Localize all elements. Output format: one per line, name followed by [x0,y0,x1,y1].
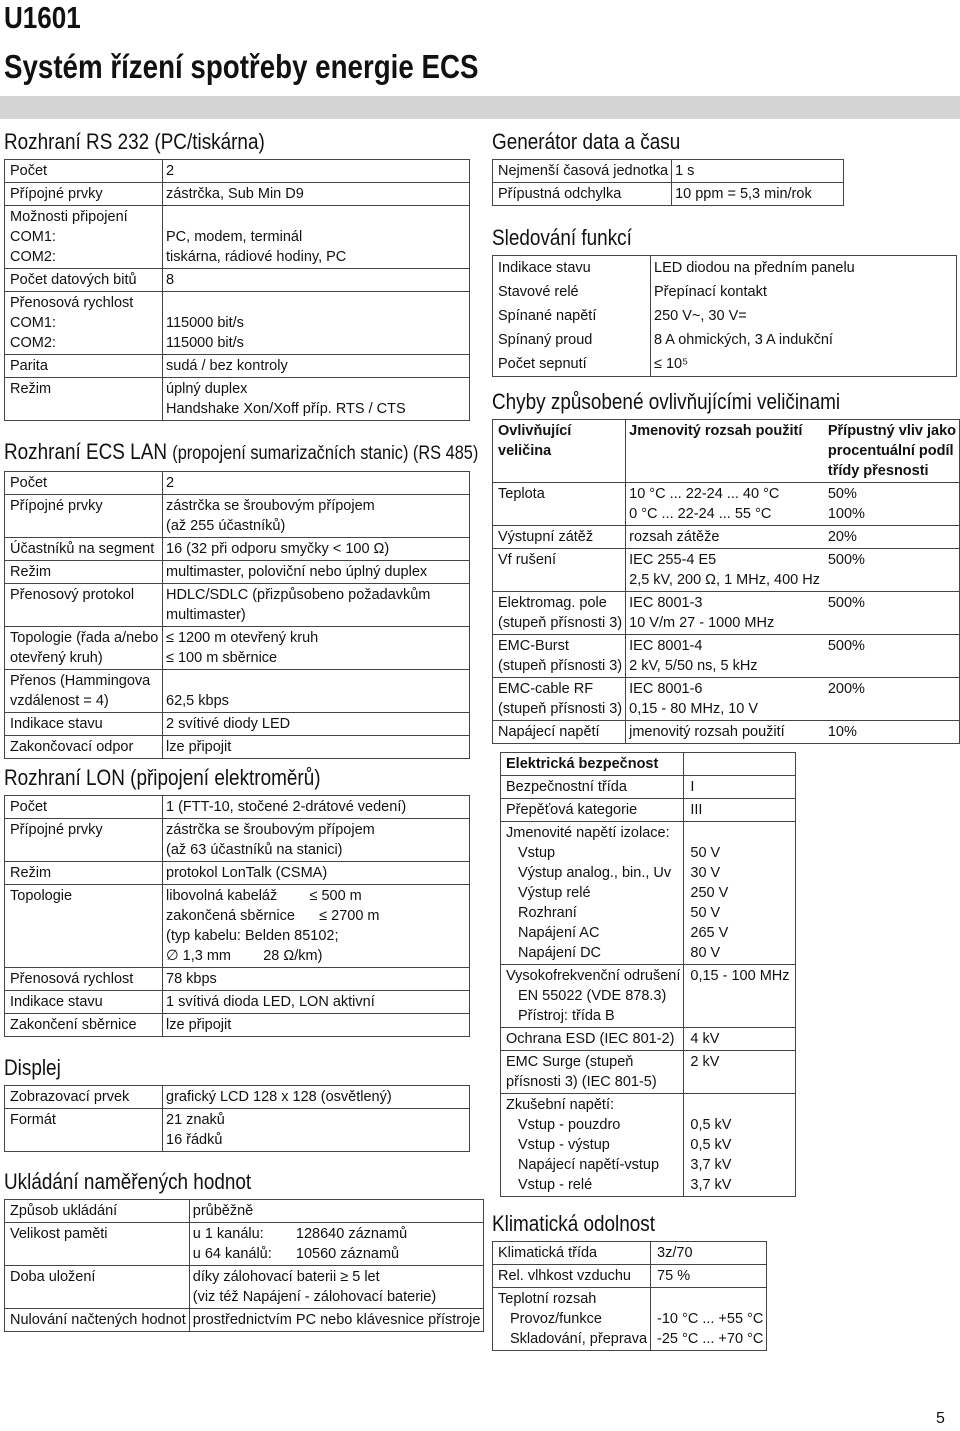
row-label: Přenos (Hammingova vzdálenost = 4) [5,670,163,713]
row-label: Bezpečnostní třída [501,776,684,799]
table-row [501,1094,796,1197]
table-row [493,304,957,328]
table-row [5,355,470,378]
table-row [5,1309,484,1332]
row-label: Spínaný proud [493,328,651,352]
row-label: Přenosová rychlost [5,968,163,991]
row-label: Způsob ukládání [5,1200,190,1223]
table-row [501,1028,796,1051]
row-label: Teplota [493,483,626,526]
row-label: Přenosový protokol [5,584,163,627]
table-row [493,256,957,281]
table-row [5,495,470,538]
row-label: Vf rušení [493,549,626,592]
table-row [501,965,796,1028]
row-label: Spínané napětí [493,304,651,328]
row-label: Indikace stavu [5,713,163,736]
table-row [5,885,470,968]
ecs-lan-subtitle: (propojení sumarizačních stanic) (RS 485) [172,443,479,464]
section-title-ukladani: Ukládání naměřených hodnot [4,1169,252,1194]
section-chyby [492,390,960,744]
row-label: Přípojné prvky [5,183,163,206]
row-value: zástrčka, Sub Min D9 [163,183,470,206]
section-displej [4,1056,470,1152]
row-value: III [684,799,796,822]
table-row [5,819,470,862]
row-value: 0,5 kV 0,5 kV 3,7 kV 3,7 kV [684,1094,796,1197]
row-label: EMC-cable RF (stupeň přísnosti 3) [493,678,626,721]
section-lon [4,766,470,1037]
row-value: prostřednictvím PC nebo klávesnice přístroje [189,1309,484,1332]
table-row [493,721,960,744]
table-row [5,796,470,819]
row-label: Formát [5,1109,163,1152]
table-row [5,1223,484,1266]
header-cell: Ovlivňující veličina [493,420,626,483]
row-value: 2 [166,475,175,491]
table-row [5,378,470,421]
table-row [5,1086,470,1109]
row-value: 10% [825,721,960,744]
row-value: multimaster, poloviční nebo úplný duplex [163,561,470,584]
row-value: IEC 8001-4 2 kV, 5/50 ns, 5 kHz [626,635,825,678]
table-row [493,592,960,635]
table-row [5,862,470,885]
table-row [5,472,470,495]
row-value: 4 kV [684,1028,796,1051]
row-value: 115000 bit/s 115000 bit/s [163,292,470,355]
table-row [493,280,957,304]
table-row [493,160,844,183]
section-bezpecnost [500,752,796,1197]
row-value: 2 kV [684,1051,796,1094]
section-title-generator: Generátor data a času [492,129,681,154]
table-row [5,627,470,670]
table-lon [4,795,470,1037]
row-label: Teplotní rozsah Provoz/funkce Skladování, přeprava [493,1288,651,1351]
page-title: Systém řízení spotřeby energie ECS [4,48,479,85]
table-sledovani [492,255,957,377]
row-value: jmenovitý rozsah použití [626,721,825,744]
table-row [493,635,960,678]
row-value: 0,15 - 100 MHz [684,965,796,1028]
row-value: 1 s [675,163,695,179]
table-displej [4,1085,470,1152]
section-title-chyby: Chyby způsobené ovlivňujícími veličinami [492,389,841,414]
page-number: 5 [936,1410,945,1427]
table-generator [492,159,844,206]
row-label: Zobrazovací prvek [5,1086,163,1109]
row-value: 75 % [651,1265,767,1288]
table-row [5,183,470,206]
table-row [501,776,796,799]
row-label: Velikost paměti [5,1223,190,1266]
table-row [5,713,470,736]
header-cell: Přípustný vliv jako procentuální podíl třídy přesnosti [827,423,956,479]
section-ecs-lan [4,440,556,759]
row-label: Vysokofrekvenční odrušení EN 55022 (VDE 878.3) Přístroj: třída B [501,965,684,1028]
section-generator [492,130,844,206]
row-label: Možnosti připojení COM1: COM2: [5,206,163,269]
row-value: průběžně [192,1203,254,1219]
row-label: Indikace stavu [493,256,651,281]
row-value: 8 [163,269,470,292]
row-value: 500% [825,592,960,635]
row-value: PC, modem, terminál tiskárna, rádiové hodiny, PC [163,206,470,269]
row-value: I [684,776,796,799]
row-value: 16 (32 při odporu smyčky < 100 Ω) [163,538,470,561]
row-label: Nulování načtených hodnot [5,1309,190,1332]
table-ukladani [4,1199,484,1332]
row-value: 3z/70 [657,1245,693,1261]
table-row [5,736,470,759]
row-label: Výstupní zátěž [493,526,626,549]
row-label: Elektromag. pole (stupeň přísnosti 3) [493,592,626,635]
header-band [0,96,960,119]
row-label: Napájecí napětí [493,721,626,744]
row-value: -10 °C ... +55 °C -25 °C ... +70 °C [651,1288,767,1351]
row-value: libovolná kabeláž ≤ 500 m zakončená sběrnice ≤ 2700 m (typ kabelu: Belden 85102; ∅ 1,3 mm 28 Ω/km) [163,885,470,968]
row-label: Přípojné prvky [5,495,163,538]
row-value: 500% [825,635,960,678]
row-label: Počet [5,160,163,183]
table-chyby [492,419,960,744]
row-label: Přípustná odchylka [493,183,672,206]
section-title-rs232: Rozhraní RS 232 (PC/tiskárna) [4,129,265,154]
row-value: HDLC/SDLC (přizpůsobeno požadavkům multimaster) [163,584,470,627]
table-row [5,160,470,183]
row-value: protokol LonTalk (CSMA) [163,862,470,885]
row-value: zástrčka se šroubovým přípojem (až 63 účastníků na stanici) [163,819,470,862]
row-value: rozsah zátěže [626,526,825,549]
row-value: díky zálohovací baterii ≥ 5 let (viz též Napájení - zálohovací baterie) [189,1266,484,1309]
table-row [5,1014,470,1037]
row-label: Topologie [5,885,163,968]
section-title-sledovani: Sledování funkcí [492,225,632,250]
table-ecs-lan [4,471,470,759]
product-code: U1601 [4,0,81,35]
row-value: 62,5 kbps [163,670,470,713]
table-row [493,526,960,549]
table-row [5,968,470,991]
row-value: 2 [166,163,175,179]
table-row [5,670,470,713]
table-rs232 [4,159,470,421]
section-ukladani [4,1170,484,1332]
row-label: EMC Surge (stupeň přísnosti 3) (IEC 801-5) [501,1051,684,1094]
header-cell: Jmenovitý rozsah použití [629,423,803,439]
row-label: Indikace stavu [5,991,163,1014]
table-row [5,269,470,292]
row-value: 10 ppm = 5,3 min/rok [672,183,844,206]
row-value: IEC 8001-6 0,15 - 80 MHz, 10 V [626,678,825,721]
row-label: Nejmenší časová jednotka [493,160,672,183]
row-value: IEC 8001-3 10 V/m 27 - 1000 MHz [626,592,825,635]
section-klima [492,1212,767,1351]
row-label: Počet [5,796,163,819]
table-row [5,1266,484,1309]
row-value: 21 znaků 16 řádků [163,1109,470,1152]
row-label: Stavové relé [493,280,651,304]
row-value: lze připojit [163,1014,470,1037]
table-row [493,678,960,721]
row-label: Zakončení sběrnice [5,1014,163,1037]
table-row [5,292,470,355]
table-row [501,1051,796,1094]
section-title-lon: Rozhraní LON (připojení elektroměrů) [4,765,321,790]
table-row [5,1109,470,1152]
table-row [493,328,957,352]
row-label: Přípojné prvky [5,819,163,862]
table-row [493,549,960,592]
row-value: 200% [825,678,960,721]
row-value: 2 svítivé diody LED [163,713,470,736]
row-value: lze připojit [163,736,470,759]
row-label: Režim [5,561,163,584]
row-label: Přenosová rychlost COM1: COM2: [5,292,163,355]
row-value: úplný duplex Handshake Xon/Xoff příp. RTS / CTS [163,378,470,421]
table-row [493,1242,767,1265]
row-label: Topologie (řada a/nebo otevřený kruh) [5,627,163,670]
section-rs232 [4,130,470,421]
row-label: Počet sepnutí [493,352,651,377]
table-row [501,799,796,822]
table-klima [492,1241,767,1351]
row-value: 1 (FTT-10, stočené 2-drátové vedení) [166,799,407,815]
table-row [493,1288,767,1351]
row-value: 500% [825,549,960,592]
row-label: Parita [5,355,163,378]
row-label: Počet datových bitů [5,269,163,292]
section-title-klima: Klimatická odolnost [492,1211,656,1236]
table-row [5,991,470,1014]
table-row [5,584,470,627]
table-row [493,1265,767,1288]
section-title-displej: Displej [4,1055,61,1080]
section-sledovani [492,226,957,377]
row-value: 8 A ohmických, 3 A indukční [654,332,833,348]
row-value: LED diodou na předním panelu [654,260,855,276]
row-label: Účastníků na segment [5,538,163,561]
row-label: Zakončovací odpor [5,736,163,759]
table-row [5,538,470,561]
row-value: Přepínací kontakt [654,284,767,300]
section-title-bezpecnost: Elektrická bezpečnost [501,753,684,776]
row-value: ≤ 10⁵ [654,356,689,372]
row-label: Režim [5,862,163,885]
row-value: 20% [825,526,960,549]
table-row [493,352,957,377]
row-label: Režim [5,378,163,421]
table-row [5,206,470,269]
row-value: 50 V 30 V 250 V 50 V 265 V 80 V [684,822,796,965]
section-title-ecs-lan [4,440,478,466]
row-label: Ochrana ESD (IEC 801-2) [501,1028,684,1051]
row-label: EMC-Burst (stupeň přísnosti 3) [493,635,626,678]
row-value: grafický LCD 128 x 128 (osvětlený) [166,1089,392,1105]
row-value: u 1 kanálu: 128640 záznamů u 64 kanálů: 10560 záznamů [189,1223,484,1266]
table-row [501,822,796,965]
row-label: Počet [5,472,163,495]
table-row [493,483,960,526]
row-label: Klimatická třída [493,1242,651,1265]
row-value: 250 V~, 30 V= [654,308,747,324]
row-value: IEC 255-4 E5 2,5 kV, 200 Ω, 1 MHz, 400 Hz [626,549,825,592]
table-bezpecnost [500,752,796,1197]
table-title-row [501,753,796,776]
table-row [493,183,844,206]
row-value: 10 °C ... 22-24 ... 40 °C 0 °C ... 22-24 ... 55 °C [626,483,825,526]
row-value: zástrčka se šroubovým přípojem (až 255 účastníků) [163,495,470,538]
row-label: Rel. vlhkost vzduchu [493,1265,651,1288]
row-label: Jmenovité napětí izolace: Vstup Výstup analog., bin., Uv Výstup relé Rozhraní Napájení AC Napájení DC [501,822,684,965]
row-value: ≤ 1200 m otevřený kruh ≤ 100 m sběrnice [163,627,470,670]
row-value: 78 kbps [163,968,470,991]
row-value: 1 svítivá dioda LED, LON aktivní [163,991,470,1014]
row-label: Přepěťová kategorie [501,799,684,822]
table-row [5,1200,484,1223]
row-label: Doba uložení [5,1266,190,1309]
table-header-row [493,420,960,483]
row-label: Zkušební napětí: Vstup - pouzdro Vstup - výstup Napájecí napětí-vstup Vstup - relé [501,1094,684,1197]
row-value: 50% 100% [825,483,960,526]
row-value: sudá / bez kontroly [163,355,470,378]
ecs-lan-title: Rozhraní ECS LAN [4,439,167,464]
table-row [5,561,470,584]
